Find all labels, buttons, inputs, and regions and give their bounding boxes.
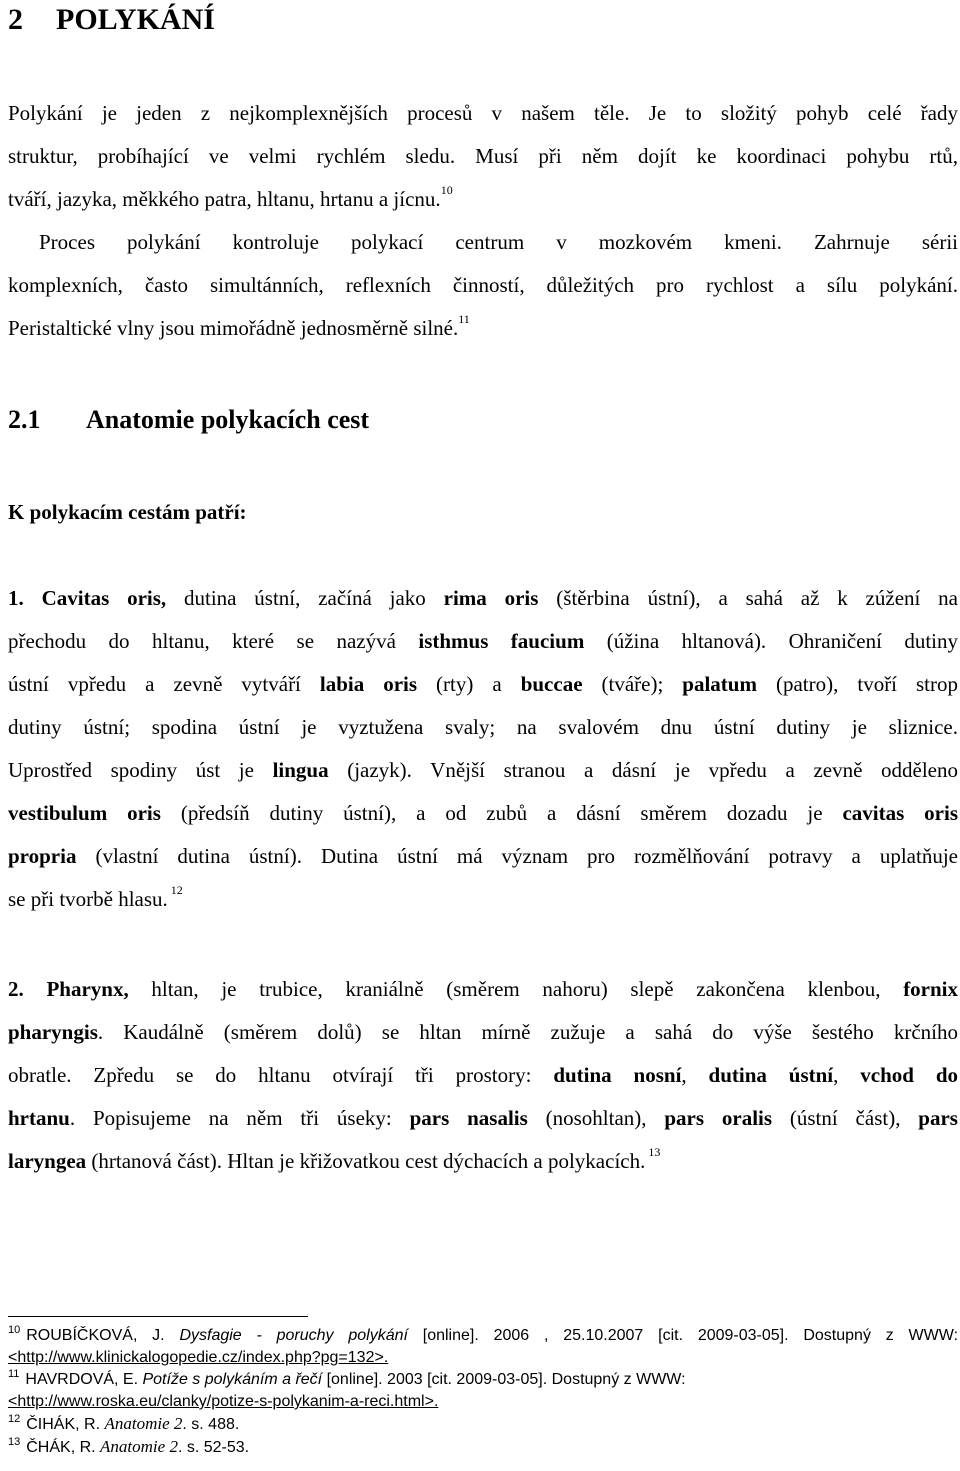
bold-term: pars nasalis: [409, 1106, 528, 1130]
bold-term: fornix: [903, 977, 958, 1001]
text-run: Peristaltické vlny jsou mimořádně jednosměrně silné.: [8, 316, 459, 340]
text-run: (předsíň dutiny ústní), a od zubů a dásní směrem dozadu je: [160, 801, 843, 825]
footnotes: [8, 1325, 958, 1459]
text-line: [8, 620, 958, 663]
footnote-rest: [online]. 2003 [cit. 2009-03-05]. Dostupný z WWW:: [322, 1371, 686, 1388]
text-run: (štěrbina ústní), a sahá až k zúžení na: [538, 586, 958, 610]
footnote-mark: 12: [8, 1413, 21, 1425]
intro-paragraph-2: [8, 221, 958, 350]
text-run: (vlastní dutina ústní). Dutina ústní má význam pro rozmělňování potravy a uplatňuje: [76, 844, 958, 868]
text-line: [8, 178, 958, 221]
bold-term: pars: [918, 1106, 958, 1130]
footnote-link[interactable]: <http://www.klinickalogopedie.cz/index.php?pg=132>.: [8, 1349, 389, 1366]
footnote-12: [8, 1413, 958, 1436]
chapter-number: 2: [8, 3, 23, 36]
text-line: [8, 1011, 958, 1054]
footnote-13: [8, 1436, 958, 1459]
bold-term: propria: [8, 844, 77, 868]
text-line: [8, 968, 958, 1011]
text-line: [8, 706, 958, 749]
text-line: [8, 307, 958, 350]
text-run: (hrtanová část). Hltan je křižovatkou cest dýchacích a polykacích.: [86, 1149, 646, 1173]
bold-term: isthmus faucium: [418, 629, 585, 653]
text-run: dutina ústní, začíná jako: [166, 586, 444, 610]
bold-term: 2.: [8, 977, 47, 1001]
text-line: Proces polykání kontroluje polykací centrum v mozkovém kmeni. Zahrnuje sérii: [39, 230, 958, 254]
bold-term: hrtanu: [8, 1106, 70, 1130]
intro-paragraph-1: [8, 92, 958, 221]
bold-term: palatum: [682, 672, 757, 696]
text-run: (úžina hltanová). Ohraničení dutiny: [584, 629, 958, 653]
footnote-ref[interactable]: 12: [167, 883, 183, 897]
text-line: [8, 577, 958, 620]
footnote-author: ČIHÁK, R.: [26, 1416, 105, 1433]
text-run: (ústní část),: [772, 1106, 919, 1130]
footnote-title: Dysfagie - poruchy polykání: [179, 1327, 408, 1344]
text-run: tváří, jazyka, měkkého patra, hltanu, hrtanu a jícnu.: [8, 187, 441, 211]
text-line: [8, 749, 958, 792]
list-item-cavitas-oris: [8, 577, 958, 921]
footnote-rest: [online]. 2006 , 25.10.2007 [cit. 2009-03-05]. Dostupný z WWW:: [407, 1327, 959, 1344]
text-run: dutiny ústní; spodina ústní je vyztužena svaly; na svalovém dnu ústní dutiny je sliznice.: [8, 715, 958, 739]
text-run: se při tvorbě hlasu.: [8, 887, 168, 911]
footnote-ref[interactable]: 10: [440, 183, 453, 197]
footnote-mark: 10: [8, 1324, 21, 1336]
footnote-line: [8, 1325, 958, 1347]
footnote-ref[interactable]: 13: [645, 1145, 661, 1159]
footnote-link[interactable]: <http://www.roska.eu/clanky/potize-s-polykanim-a-reci.html>.: [8, 1393, 439, 1410]
bold-term: cavitas oris: [842, 801, 958, 825]
bold-term: lingua: [272, 758, 329, 782]
bold-term: vchod do: [860, 1063, 958, 1087]
footnote-line: [8, 1368, 686, 1388]
footnote-rest: . s. 52-53.: [177, 1439, 250, 1456]
text-line: [8, 1140, 958, 1183]
text-line: [8, 1054, 958, 1097]
bold-term: dutina ústní: [708, 1063, 834, 1087]
text-run: hltan, je trubice, kraniálně (směrem nahoru) slepě zakončena klenbou,: [128, 977, 904, 1001]
footnote-author: HAVRDOVÁ, E.: [25, 1371, 143, 1388]
text-line: [8, 792, 958, 835]
text-run: ,: [833, 1063, 861, 1087]
text-run: (patro), tvoří strop: [756, 672, 958, 696]
text-run: (jazyk). Vnější stranou a dásní je vpředu a zevně odděleno: [328, 758, 958, 782]
bold-term: Pharynx,: [46, 977, 129, 1001]
footnote-separator: [8, 1316, 308, 1317]
bold-term: pharyngis: [8, 1020, 98, 1044]
section-title: Anatomie polykacích cest: [86, 405, 370, 434]
text-run: ,: [681, 1063, 709, 1087]
text-run: Uprostřed spodiny úst je: [8, 758, 273, 782]
footnote-title: Anatomie 2: [104, 1414, 183, 1433]
footnote-rest: . s. 488.: [182, 1416, 240, 1433]
bold-term: vestibulum oris: [8, 801, 161, 825]
text-line: Polykání je jeden z nejkomplexnějších procesů v našem těle. Je to složitý pohyb celé řady: [8, 101, 958, 125]
bold-term: Cavitas oris,: [41, 586, 167, 610]
text-run: ústní vpředu a zevně vytváří: [8, 672, 320, 696]
text-run: . Popisujeme na něm tři úseky:: [69, 1106, 410, 1130]
list-item-pharynx: [8, 968, 958, 1183]
footnote-10: [8, 1325, 958, 1369]
text-run: . Kaudálně (směrem dolů) se hltan mírně zužuje a sahá do výše šestého krčního: [97, 1020, 958, 1044]
text-line: [8, 878, 958, 921]
text-line: [8, 1097, 958, 1140]
subheading: K polykacím cestám patří:: [8, 500, 247, 524]
text-line: komplexních, často simultánních, reflexních činností, důležitých pro rychlost a sílu polykání.: [8, 273, 958, 297]
footnote-mark: 13: [8, 1436, 21, 1448]
footnote-title: Anatomie 2: [100, 1437, 178, 1456]
footnote-title: Potíže s polykáním a řečí: [142, 1371, 323, 1388]
footnote-mark: 11: [8, 1368, 20, 1380]
footnote-author: ROUBÍČKOVÁ, J.: [26, 1327, 180, 1344]
text-line: struktur, probíhající ve velmi rychlém sledu. Musí při něm dojít ke koordinaci pohybu rtů,: [8, 144, 958, 168]
text-line: [8, 663, 958, 706]
text-run: (nosohltan),: [527, 1106, 665, 1130]
bold-term: 1.: [8, 586, 42, 610]
chapter-title: POLYKÁNÍ: [56, 3, 215, 36]
chapter-heading: [8, 0, 958, 40]
footnote-11: [8, 1369, 958, 1413]
text-run: (tváře);: [582, 672, 683, 696]
bold-term: pars oralis: [664, 1106, 773, 1130]
footnote-author: ČHÁK, R.: [26, 1439, 101, 1456]
bold-term: labia oris: [319, 672, 418, 696]
text-run: (rty) a: [417, 672, 521, 696]
text-run: obratle. Zpředu se do hltanu otvírají tři prostory:: [8, 1063, 554, 1087]
bold-term: rima oris: [443, 586, 539, 610]
bold-term: laryngea: [8, 1149, 87, 1173]
bold-term: dutina nosní: [553, 1063, 682, 1087]
bold-term: buccae: [520, 672, 583, 696]
section-heading: [8, 398, 958, 442]
footnote-ref[interactable]: 11: [458, 312, 470, 326]
section-number: 2.1: [8, 405, 41, 434]
text-line: [8, 835, 958, 878]
text-run: přechodu do hltanu, které se nazývá: [8, 629, 419, 653]
